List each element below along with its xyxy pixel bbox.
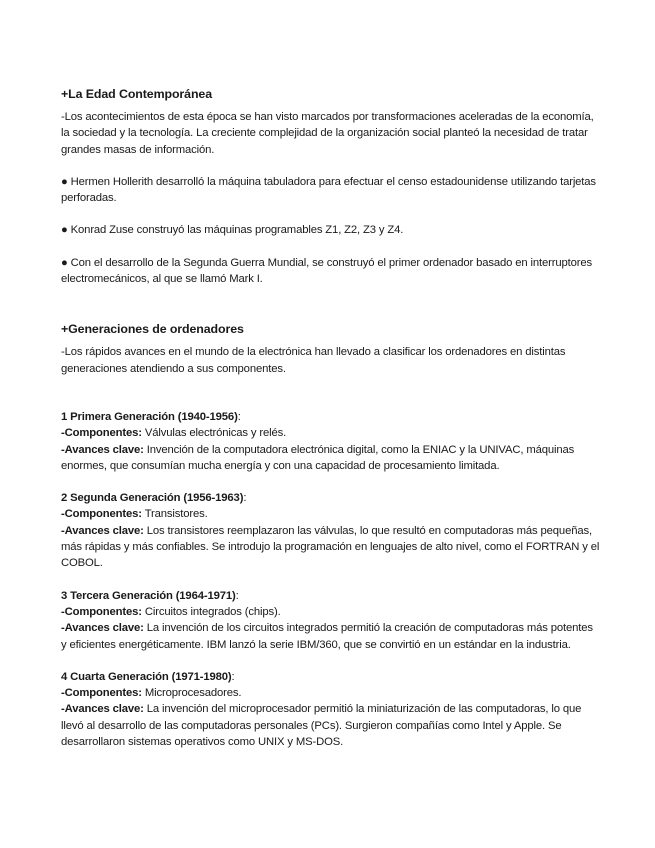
- generation-components: Válvulas electrónicas y relés.: [144, 427, 287, 440]
- generation-advances: La invención de los circuitos integrados permitió la creación de computadoras más potentes y eficientes energéticamente. IBM lanzó la serie IBM/360, que se convirtió en un estándar en la industria.: [61, 622, 593, 651]
- generation-components: Transistores.: [144, 508, 208, 521]
- components-label: -Componentes: [61, 605, 139, 618]
- bullet-hollerith: ● Hermen Hollerith desarrolló la máquina tabuladora para efectuar el censo estadounidense utilizando tarjetas perforadas.: [61, 175, 596, 205]
- advances-label: -Avances clave: [61, 443, 141, 456]
- generation-heading: 4 Cuarta Generación (1971-1980): [61, 670, 232, 683]
- section-intro: -Los rápidos avances en el mundo de la electrónica han llevado a clasificar los ordenadores en distintas generaciones atendiendo a sus componentes.: [61, 346, 566, 375]
- document-page: [61, 86, 601, 750]
- generation-heading: 3 Tercera Generación (1964-1971): [61, 589, 236, 602]
- generation-advances: La invención del microprocesador permitió la miniaturización de las computadoras, lo que llevó al desarrollo de las computadoras personales (PCs). Surgieron compañías como Intel y Apple. Se desarrollaron sistemas operativos como UNIX y MS-DOS.: [61, 703, 582, 749]
- generation-block: 2 Segunda Generación (1956-1963): -Componentes: Transistores. -Avances clave: Los transistores reemplazaron las válvulas, lo que resultó en computadoras más pequeñas, más rápidas y más confiables. Se introdujo la programación en lenguajes de alto nivel, como el FORTRAN y el COBOL.: [61, 492, 600, 570]
- generation-components: Microprocesadores.: [144, 687, 242, 700]
- generation-heading: 1 Primera Generación (1940-1956): [61, 410, 238, 423]
- components-label: -Componentes: [61, 508, 139, 521]
- generation-block: 4 Cuarta Generación (1971-1980): -Componentes: Microprocesadores. -Avances clave: La invención del microprocesador permitió la miniaturización de las computadoras, lo que llevó al desarrollo de las computadoras personales (PCs). Surgieron compañías como Intel y Apple. Se desarrollaron sistemas operativos como UNIX y MS-DOS.: [61, 670, 582, 749]
- bullet-zuse: ● Konrad Zuse construyó las máquinas programables Z1, Z2, Z3 y Z4.: [61, 224, 404, 237]
- advances-label: -Avances clave: [61, 524, 141, 537]
- components-label: -Componentes: [61, 427, 139, 440]
- generation-advances: Los transistores reemplazaron las válvulas, lo que resultó en computadoras más pequeñas, más rápidas y más confiables. Se introdujo la programación en lenguajes de alto nivel, como el FORTRAN y el COBOL.: [61, 524, 600, 570]
- section-title-generaciones: +Generaciones de ordenadores: [61, 322, 244, 337]
- section-intro: -Los acontecimientos de esta época se han visto marcados por transformaciones aceleradas de la economía, la sociedad y la tecnología. La creciente complejidad de la organización social planteó la necesidad de tratar grandes masas de información.: [61, 111, 594, 156]
- generation-block: 1 Primera Generación (1940-1956): -Componentes: Válvulas electrónicas y relés. -Avances clave: Invención de la computadora electrónica digital, como la ENIAC y la UNIVAC, máquinas enormes, que consumían mucha energía y con una capacidad de procesamiento limitada.: [61, 410, 575, 472]
- generation-block: 3 Tercera Generación (1964-1971): -Componentes: Circuitos integrados (chips). -Avances clave: La invención de los circuitos integrados permitió la creación de computadoras más potentes y eficientes energéticamente. IBM lanzó la serie IBM/360, que se convirtió en un estándar en la industria.: [61, 589, 593, 651]
- generation-components: Circuitos integrados (chips).: [144, 605, 281, 618]
- generation-heading: 2 Segunda Generación (1956-1963): [61, 492, 244, 505]
- bullet-mark-i: ● Con el desarrollo de la Segunda Guerra Mundial, se construyó el primer ordenador basado en interruptores electromecánicos, al que se llamó Mark I.: [61, 256, 592, 286]
- section-title-edad-contemporanea: +La Edad Contemporánea: [61, 87, 212, 101]
- advances-label: -Avances clave: [61, 622, 141, 635]
- generation-advances: Invención de la computadora electrónica digital, como la ENIAC y la UNIVAC, máquinas enormes, que consumían mucha energía y con una capacidad de procesamiento limitada.: [61, 443, 575, 472]
- components-label: -Componentes: [61, 687, 139, 700]
- advances-label: -Avances clave: [61, 703, 141, 716]
